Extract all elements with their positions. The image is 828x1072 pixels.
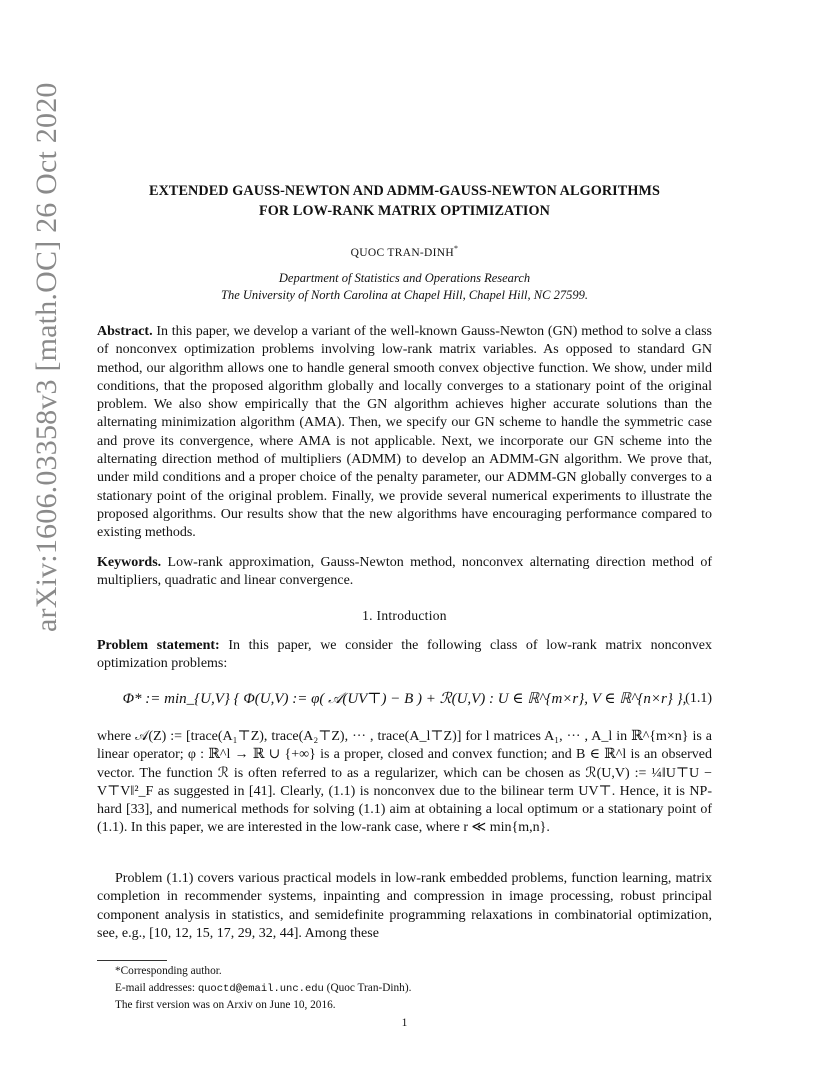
keywords: [97, 554, 712, 591]
affiliation: [97, 270, 712, 304]
paper-title: [97, 181, 712, 221]
keywords-text: Low-rank approximation, Gauss-Newton method, nonconvex alternating direction method of multipliers, quadratic and linear convergence.: [97, 555, 712, 589]
footnotes: [97, 963, 712, 1014]
arxiv-identifier: arXiv:1606.03358v3 [math.OC] 26 Oct 2020: [30, 82, 63, 632]
equation-body: Φ* := min_{U,V} { Φ(U,V) := φ( 𝒜(UV⊤) − B ) + ℛ(U,V) : U ∈ ℝ^{m×r}, V ∈ ℝ^{n×r} },: [122, 691, 687, 707]
paragraph-definitions: where 𝒜(Z) := [trace(A₁⊤Z), trace(A₂⊤Z), ··· , trace(A_l⊤Z)] for l matrices A₁, ··· , A_l in ℝ^{m×n} is a linear operator; φ : ℝ^l → ℝ ∪ {+∞} is a proper, closed and convex function; and B ∈ ℝ^l is an observed vector. The function ℛ is often referred to as a regularizer, which can be chosen as ℛ(U,V) := ¼‖U⊤U − V⊤V‖²_F as suggested in [41]. Clearly, (1.1) is nonconvex due to the bilinear term UV⊤. Hence, it is NP-hard [33], and numerical methods for solving (1.1) aim at obtaining a local optimum or a stationary point of (1.1). In this paper, we are interested in the low-rank case, where r ≪ min{m,n}.: [97, 729, 712, 836]
author-footnote-mark: *: [454, 244, 459, 253]
email-address[interactable]: quoctd@email.unc.edu: [197, 982, 324, 995]
abstract: [97, 323, 712, 543]
author-text: QUOC TRAN-DINH: [350, 246, 455, 259]
title-line-1: EXTENDED GAUSS-NEWTON AND ADMM-GAUSS-NEWTON ALGORITHMS: [149, 183, 660, 199]
keywords-label: Keywords.: [97, 555, 162, 570]
equation-number: (1.1): [685, 691, 712, 706]
email-suffix: (Quoc Tran-Dinh).: [323, 981, 412, 994]
footnote-version: The first version was on Arxiv on June 10, 2016.: [115, 999, 336, 1011]
affiliation-line-1: Department of Statistics and Operations Research: [278, 271, 531, 285]
abstract-label: Abstract.: [97, 324, 153, 339]
problem-label: Problem statement:: [97, 638, 220, 653]
email-prefix: E-mail addresses:: [115, 981, 198, 994]
footnote-corresponding: *Corresponding author.: [115, 965, 222, 977]
page-number: 1: [401, 1017, 408, 1029]
problem-text: In this paper, we consider the following class of low-rank matrix nonconvex optimization problems:: [97, 638, 713, 672]
abstract-text: In this paper, we develop a variant of the well-known Gauss-Newton (GN) method to solve a class of nonconvex optimization problems involving low-rank matrix variables. As opposed to standard GN method, our algorithm allows one to handle general smooth convex objective function. We show, under mild conditions, that the proposed algorithm globally and locally converges to a stationary point of the original problem. We also show empirically that the GN algorithm achieves higher accurate solutions than the alternating minimization algorithm (AMA). Then, we specify our GN scheme to handle the symmetric case and prove its convergence, where AMA is not applicable. Next, we incorporate our GN scheme into the alternating direction method of multipliers (ADMM) to develop an ADMM-GN algorithm. We prove that, under mild conditions and a proper choice of the penalty parameter, our ADMM-GN globally converges to a stationary point of the original problem. Finally, we provide several numerical experiments to illustrate the proposed algorithms. Our results show that the new algorithms have encouraging performance compared to existing methods.: [97, 324, 712, 541]
footnote-divider: [97, 960, 167, 961]
paragraph-applications: Problem (1.1) covers various practical models in low-rank embedded problems, function learning, matrix completion in recommender systems, inpainting and compression in image processing, robust principal component analysis in statistics, and semidefinite programming relaxations in combinatorial optimization, see, e.g., [10, 12, 15, 17, 29, 32, 44]. Among these: [97, 871, 712, 941]
affiliation-line-2: The University of North Carolina at Chapel Hill, Chapel Hill, NC 27599.: [221, 288, 588, 302]
equation-1-1: [97, 683, 712, 717]
section-heading: 1. Introduction: [362, 608, 447, 623]
problem-statement: [97, 637, 712, 674]
footnote-email: [97, 980, 712, 998]
author-name: [97, 244, 712, 259]
title-line-2: FOR LOW-RANK MATRIX OPTIMIZATION: [258, 203, 551, 219]
